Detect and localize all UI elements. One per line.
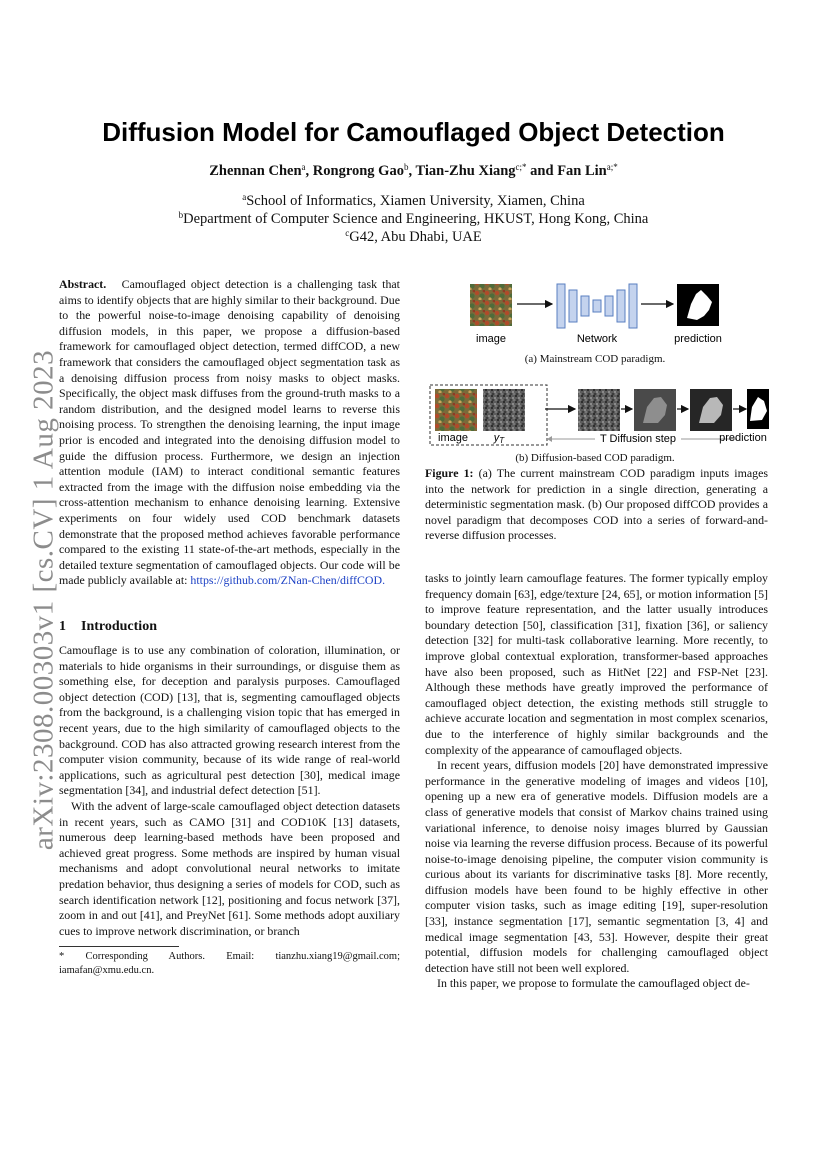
paragraph: tasks to jointly learn camouflage features. The former typically employ frequency domain [63], edge/texture [24, 65], or motion information [5] to improve feature representation, and the latter usually introduces boundary detection [50], classification [31], fixation [36], or saliency detection [32] for multi-task collaborative learning. More recently, to improve global contextual exploration, transformer-based approaches have also been proposed, such as HitNet [22] and FSP-Net [23]. Although these methods have greatly improved the performance of camouflaged object detection, the existing methods still struggle to achieve accurate location and segmentation in most complex scenarios, due to the interference of highly similar backgrounds and the complexity of the appearance of camouflaged objects.: [425, 571, 768, 757]
label-diffusion-step: T Diffusion step: [599, 433, 677, 445]
author-name: Rongrong Gao: [312, 163, 404, 179]
paragraph: Camouflage is to use any combination of coloration, illumination, or materials to hide organisms in their surroundings, or disguise them as something else, for deception and paralysis purposes. Camouflaged object detection (COD) [13], that is, segmenting camouflaged objects from the background, is a challenging vision topic that has emerged in recent years, due to the high similarity of camouflaged objects to the background. COD has also attracted growing research interest from the computer vision community, because of its wide range of real-world applications, such as agricultural pest detection [30], medical image segmentation [34], and industrial defect detection [51].: [59, 643, 400, 798]
affiliation: $^b$Department of Computer Science and Engineering, HKUST, Hong Kong, China: [178, 210, 649, 227]
input-image: [470, 284, 512, 326]
label-prediction: prediction: [719, 432, 767, 444]
figure-1-caption: Figure 1: (a) The current mainstream COD paradigm inputs images into the network for prediction in a single direction, generating a deterministic segmentation mask. (b) Our proposed diffCOD provides a novel paradigm that decomposes COD into a series of forward-and-reverse diffusion processes.: [425, 466, 768, 543]
author-name: Tian-Zhu Xiang: [415, 163, 516, 179]
label-yT: yT: [493, 432, 505, 445]
intro-right: [425, 571, 768, 992]
figure-1b-diagram: [425, 383, 770, 451]
figure-label: Figure 1:: [425, 466, 474, 480]
author-name: Fan Lin: [557, 163, 607, 179]
figure-1b-caption: (b) Diffusion-based COD paradigm.: [515, 452, 675, 464]
paragraph: With the advent of large-scale camouflaged object detection datasets in recent years, such as CAMO [31] and COD10K [13] datasets, numerous deep learning-based methods have been proposed and achieved great progress. Some methods are inspired by human visual mechanisms and adopt convolutional neural networks to imitate predation behavior, thus designing a series of models for COD, such as search identification network [12], positioning and focus network [37], zoom in and out [41], and PreyNet [61]. Some methods adopt auxiliary cues to improve network discrimination, or branch: [59, 798, 400, 938]
intro-left: [59, 643, 400, 939]
abstract-text: Camouflaged object detection is a challenging task that aims to identify objects that are highly similar to their background. Due to the powerful noise-to-image denoising capability of denoising diffusion models, in this paper, we propose a diffusion-based framework for camouflaged object detection, termed diffCOD, a new framework that considers the camouflaged object segmentation task as a denoising diffusion process from noisy masks to object masks. Specifically, the object mask diffuses from the ground-truth masks to a random distribution, and the designed model learns to reverse this noising process. To strengthen the denoising learning, the input image prior is encoded and integrated into the denoising diffusion model to guide the diffusion process. Furthermore, we design an injection attention module (IAM) to interact conditional semantic features extracted from the image with the diffusion noise embedding via the cross-attention mechanism to enhance denoising learning. Extensive experiments on four widely used COD benchmark datasets demonstrate that the proposed method achieves favorable performance compared to the existing 11 state-of-the-art methods, especially in the detailed texture segmentation of camouflaged objects. Our code will be made publicly available at:: [59, 277, 400, 588]
arxiv-id: arXiv:2308.00303v1 [cs.CV] 1 Aug 2023: [27, 349, 60, 851]
affiliation: $^a$School of Informatics, Xiamen University, Xiamen, China: [242, 192, 585, 209]
section-heading: 1 Introduction: [59, 619, 157, 634]
code-link[interactable]: https://github.com/ZNan-Chen/diffCOD.: [190, 573, 386, 588]
noise-map: [483, 389, 525, 431]
label-prediction: prediction: [674, 333, 722, 345]
abstract-label: Abstract.: [59, 277, 107, 291]
footnote: * Corresponding Authors. Email: tianzhu.xiang19@gmail.com; iamafan@xmu.edu.cn.: [59, 951, 400, 976]
input-image: [435, 389, 477, 431]
paper-title: Diffusion Model for Camouflaged Object Detection: [102, 117, 725, 147]
figure-1a-diagram: [425, 280, 770, 350]
paragraph: In recent years, diffusion models [20] have demonstrated impressive performance in the generative modeling of images and videos [10], opening up a new era of generative models. Diffusion models are a class of generative models that consist of Markov chains trained using variational inference, to denoise noisy images blurred by Gaussian noise via learning the reverse diffusion process. Because of its powerful noise-to-image denoising pipeline, the computer vision community is curious about its variants for discriminative tasks [8]. More recently, diffusion models have been found to be highly effective in other computer vision tasks, such as image editing [19], super-resolution [33], instance segmentation [17], semantic segmentation [3, 4] and medical image segmentation [43, 53]. However, despite their great potential, diffusion models for challenging camouflaged object detection have still not been well explored.: [425, 758, 768, 975]
affiliation: $^c$G42, Abu Dhabi, UAE: [345, 228, 482, 245]
network-icon: [557, 284, 637, 328]
paragraph: In this paper, we propose to formulate the camouflaged object de-: [437, 976, 750, 991]
abstract: [59, 277, 400, 589]
label-image: image: [438, 432, 468, 444]
figure-1a-caption: (a) Mainstream COD paradigm.: [524, 353, 666, 365]
footnote-divider: [59, 946, 179, 947]
author-name: Zhennan Chen: [209, 163, 302, 179]
author-list: Zhennan Chen$^a$, Rongrong Gao$^b$, Tian-Zhu Xiang$^{c;*}$ and Fan Lin$^{a;*}$: [209, 162, 618, 179]
label-image: image: [476, 333, 506, 345]
diffusion-step-1: [578, 389, 620, 431]
label-network: Network: [576, 333, 618, 345]
